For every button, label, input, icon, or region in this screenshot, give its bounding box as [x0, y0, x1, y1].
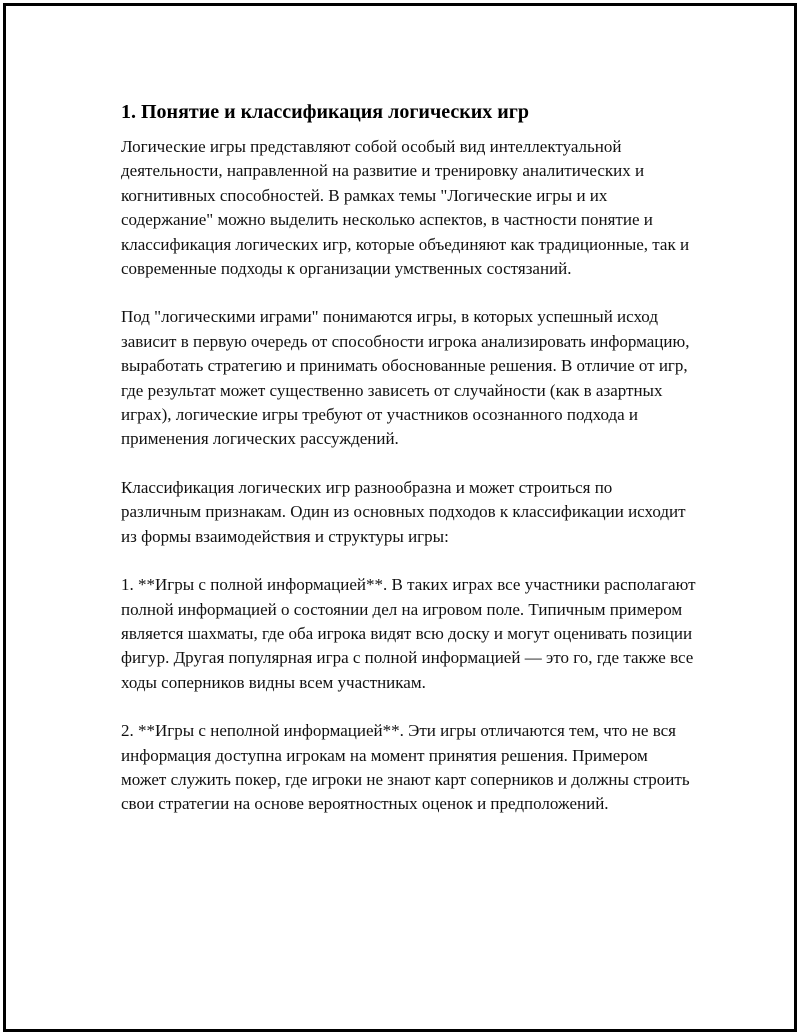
- list-item-incomplete-information: 2. **Игры с неполной информацией**. Эти игры отличаются тем, что не вся информация доступна игрокам на момент принятия решения. Примером может служить покер, где игроки не знают карт соперников и должны строить свои стратегии на основе вероятностных оценок и предположений.: [121, 721, 690, 814]
- paragraph-classification: Классификация логических игр разнообразна и может строиться по различным признакам. Один из основных подходов к классификации исходит из формы взаимодействия и структуры игры:: [121, 477, 686, 546]
- paragraph-definition: Под "логическими играми" понимаются игры, в которых успешный исход зависит в первую очередь от способности игрока анализировать информацию, выработать стратегию и принимать обоснованные решения. В отличие от игр, где результат может существенно зависеть от случайности (как в азартных играх), логические игры требуют от участников осознанного подхода и применения логических рассуждений.: [121, 307, 690, 449]
- section-heading: 1. Понятие и классификация логических игр: [121, 101, 529, 123]
- paragraph-intro: Логические игры представляют собой особый вид интеллектуальной деятельности, направленной на развитие и тренировку аналитических и когнитивных способностей. В рамках темы "Логические игры и их содержание" можно выделить несколько аспектов, в частности понятие и классификация логических игр, которые объединяют как традиционные, так и современные подходы к организации умственных состязаний.: [121, 137, 690, 279]
- page-frame: [3, 3, 797, 1032]
- document-body: [121, 99, 696, 841]
- list-item-full-information: 1. **Игры с полной информацией**. В таких играх все участники располагают полной информацией о состоянии дел на игровом поле. Типичным примером является шахматы, где оба игрока видят всю доску и могут оценивать позиции фигур. Другая популярная игра с полной информацией — это го, где также все ходы соперников видны всем участникам.: [121, 575, 696, 692]
